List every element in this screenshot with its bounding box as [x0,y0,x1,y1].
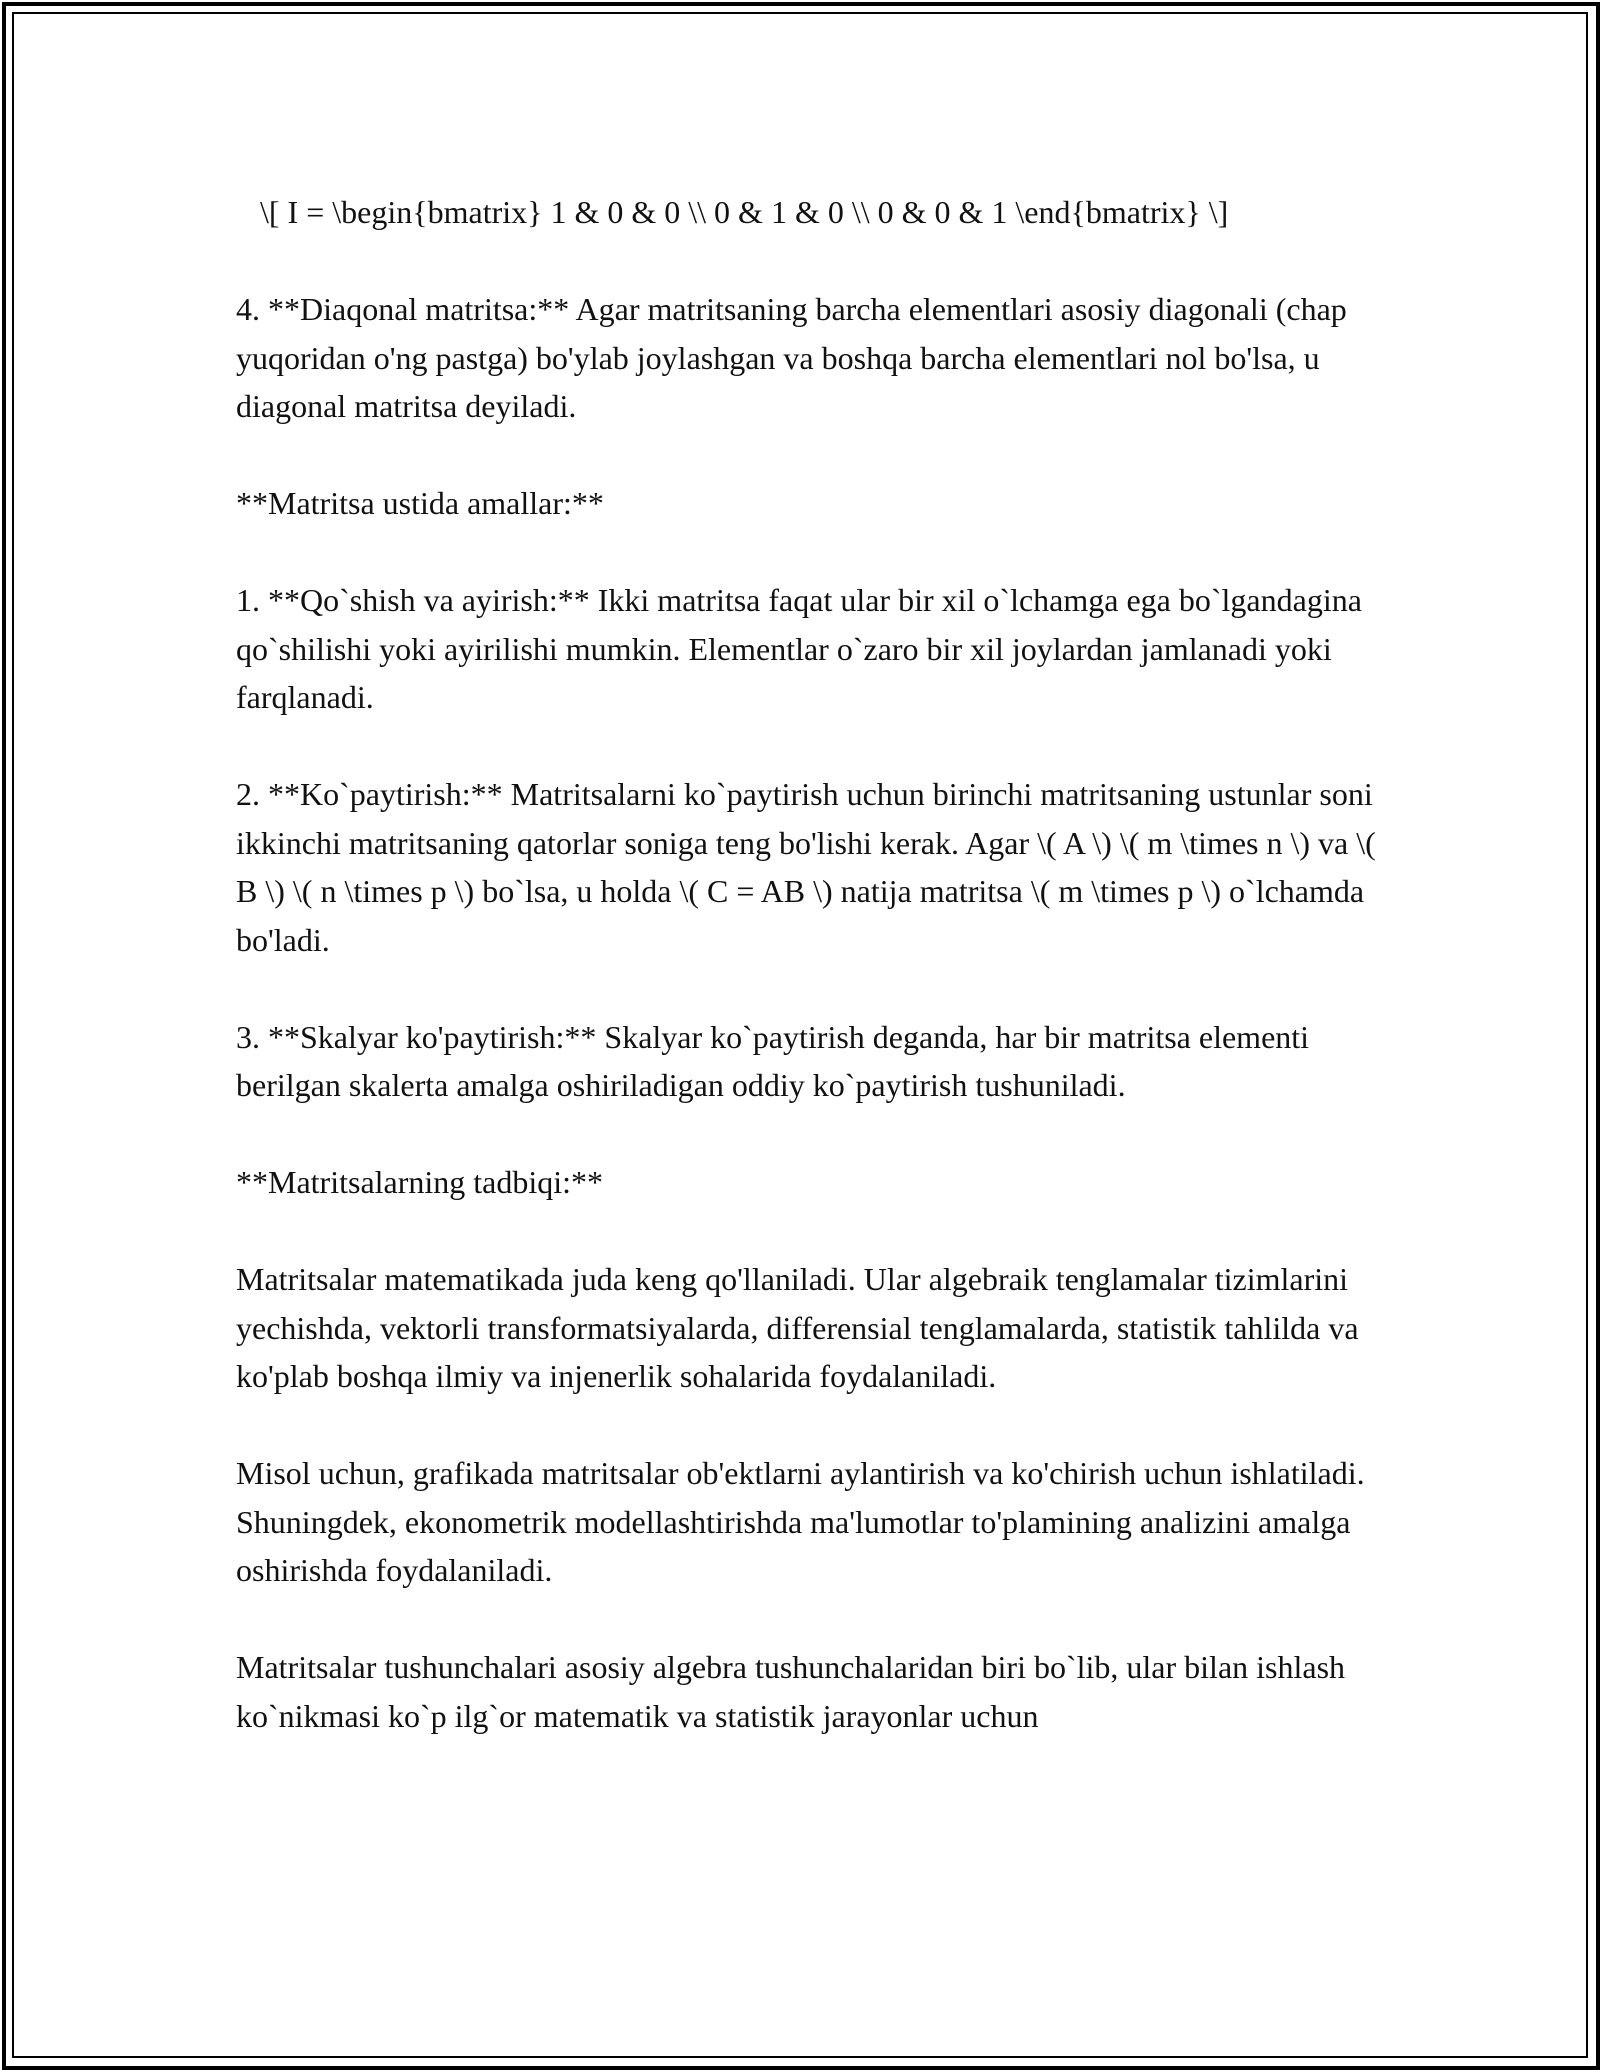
section-heading-applications: **Matritsalarning tadbiqi:** [236,1164,604,1200]
addition-subtraction-item: 1. **Qo`shish va ayirish:** Ikki matritsa faqat ular bir xil o`lchamga ega bo`lgandagina qo`shilishi yoki ayirilishi mumkin. Elementlar o`zaro bir xil joylardan jamlanadi yoki farqlanadi. [236,582,1362,715]
multiplication-item: 2. **Ko`paytirish:** Matritsalarni ko`paytirish uchun birinchi matritsaning ustunlar soni ikkinchi matritsaning qatorlar soniga teng bo'lishi kerak. Agar \( A \) \( m \times n \) va \( B \) \( n \times p \) bo`lsa, u holda \( C = AB \) natija matritsa \( m \times p \) o`lchamda bo'ladi. [236,776,1376,958]
closing-paragraph: Matritsalar tushunchalari asosiy algebra tushunchalaridan biri bo`lib, ular bilan ishlash ko`nikmasi ko`p ilg`or matematik va statistik jarayonlar uchun [236,1649,1346,1734]
applications-paragraph: Matritsalar matematikada juda keng qo'llaniladi. Ular algebraik tenglamalar tizimlarini yechishda, vektorli transformatsiyalarda, differensial tenglamalarda, statistik tahlilda va ko'plab boshqa ilmiy va injenerlik sohalarida foydalaniladi. [236,1261,1359,1394]
diagonal-matrix-item: 4. **Diaqonal matritsa:** Agar matritsaning barcha elementlari asosiy diagonali (chap yuqoridan o'ng pastga) bo'ylab joylashgan va boshqa barcha elementlari nol bo'lsa, u diagonal matritsa deyiladi. [236,291,1347,424]
section-heading-operations: **Matritsa ustida amallar:** [236,485,604,521]
document-body [236,188,1376,1789]
scalar-multiplication-item: 3. **Skalyar ko'paytirish:** Skalyar ko`paytirish deganda, har bir matritsa elementi berilgan skalerta amalga oshiriladigan oddiy ko`paytirish tushuniladi. [236,1018,1310,1103]
identity-matrix-formula: \[ I = \begin{bmatrix} 1 & 0 & 0 \\ 0 & 1 & 0 \\ 0 & 0 & 1 \end{bmatrix} \] [260,194,1229,230]
example-paragraph: Misol uchun, grafikada matritsalar ob'ektlarni aylantirish va ko'chirish uchun ishlatiladi. Shuningdek, ekonometrik modellashtirishda ma'lumotlar to'plamining analizini amalga oshirishda foydalaniladi. [236,1455,1365,1588]
